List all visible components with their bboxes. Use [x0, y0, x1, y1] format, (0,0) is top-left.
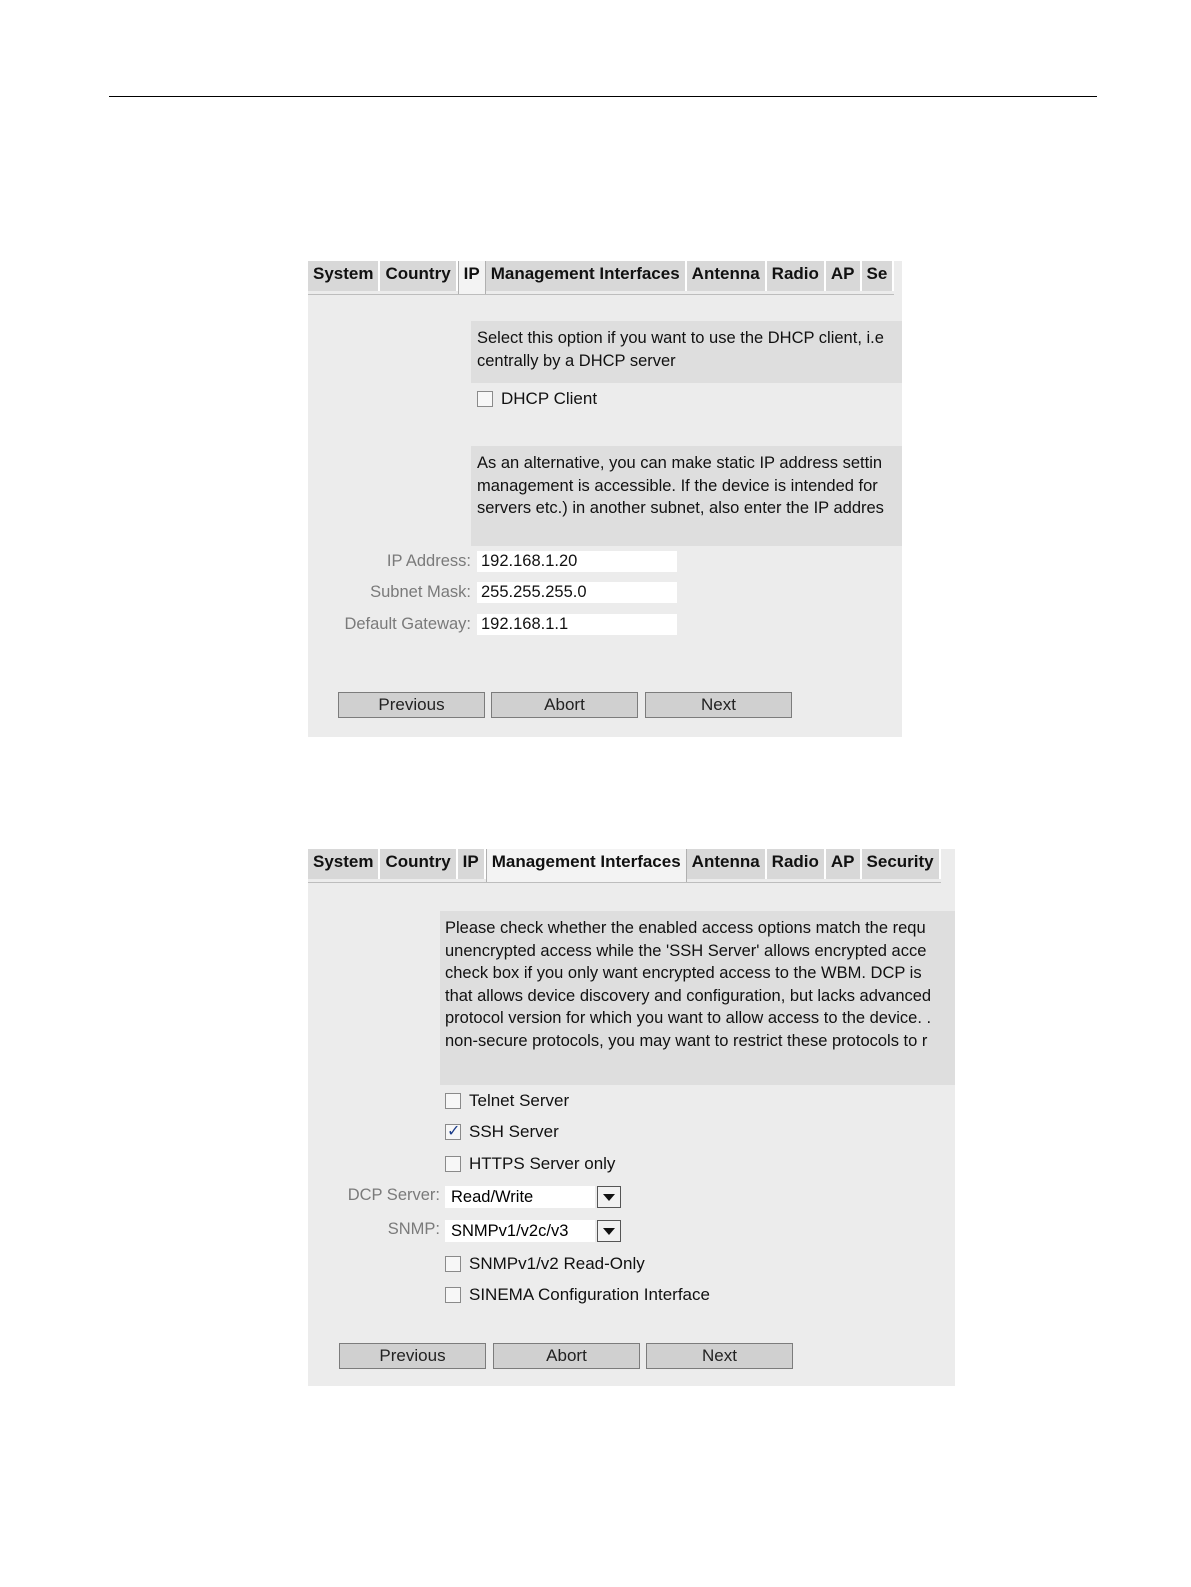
telnet-server-option[interactable] — [445, 1091, 569, 1111]
chevron-down-icon[interactable] — [597, 1220, 621, 1242]
info-line: As an alternative, you can make static IP address settin — [477, 454, 883, 472]
next-button[interactable]: Next — [645, 692, 792, 718]
snmp-read-only-label: SNMPv1/v2 Read-Only — [469, 1254, 645, 1273]
previous-button[interactable]: Previous — [339, 1343, 486, 1369]
info-line: unencrypted access while the 'SSH Server' allows encrypted acce — [445, 941, 927, 960]
tab-system[interactable]: System — [308, 849, 380, 879]
telnet-server-checkbox[interactable] — [445, 1093, 461, 1109]
page-header-rule — [109, 96, 1097, 97]
info-line: non-secure protocols, you may want to restrict these protocols to r — [445, 1031, 928, 1050]
https-server-only-option[interactable] — [445, 1154, 615, 1174]
sinema-config-option[interactable] — [445, 1285, 710, 1305]
tab-ip[interactable]: IP — [458, 261, 486, 294]
management-interfaces-screenshot — [308, 849, 955, 1386]
static-ip-info-text — [471, 446, 902, 546]
tab-security[interactable]: Se — [862, 261, 895, 291]
dcp-server-label: DCP Server: — [347, 1186, 440, 1204]
tab-antenna[interactable]: Antenna — [687, 261, 767, 291]
snmp-value: SNMPv1/v2c/v3 — [445, 1220, 595, 1242]
tab-ip[interactable]: IP — [458, 849, 486, 879]
ssh-server-option[interactable] — [445, 1122, 559, 1142]
dcp-server-select[interactable] — [445, 1185, 621, 1209]
info-line: protocol version for which you want to allow access to the device. . — [445, 1009, 932, 1028]
info-line: management is accessible. If the device is intended for — [477, 476, 878, 495]
tab-ap[interactable]: AP — [826, 849, 862, 879]
snmp-read-only-checkbox[interactable] — [445, 1256, 461, 1272]
ip-settings-screenshot — [308, 261, 902, 737]
tab-management-interfaces[interactable]: Management Interfaces — [486, 261, 687, 291]
ip-address-label: IP Address: — [386, 552, 471, 570]
next-button[interactable]: Next — [646, 1343, 793, 1369]
info-line: servers etc.) in another subnet, also enter the IP addres — [477, 499, 884, 518]
ssh-server-label: SSH Server — [469, 1122, 559, 1141]
abort-button[interactable]: Abort — [493, 1343, 640, 1369]
tab-management-interfaces[interactable]: Management Interfaces — [486, 849, 687, 882]
chevron-down-icon[interactable] — [597, 1186, 621, 1208]
tab-system[interactable]: System — [308, 261, 380, 291]
tab-bar — [308, 261, 894, 295]
info-line: that allows device discovery and configuration, but lacks advanced — [445, 986, 932, 1005]
tab-country[interactable]: Country — [380, 849, 457, 879]
sinema-config-checkbox[interactable] — [445, 1287, 461, 1303]
snmp-label: SNMP: — [387, 1220, 440, 1238]
default-gateway-input[interactable]: 192.168.1.1 — [477, 614, 677, 635]
snmp-read-only-option[interactable] — [445, 1254, 645, 1274]
subnet-mask-label: Subnet Mask: — [370, 583, 471, 601]
tab-bar — [308, 849, 941, 883]
https-server-only-checkbox[interactable] — [445, 1156, 461, 1172]
telnet-server-label: Telnet Server — [469, 1091, 570, 1110]
dhcp-client-option[interactable] — [477, 389, 597, 409]
tab-radio[interactable]: Radio — [767, 849, 826, 879]
ip-address-input[interactable]: 192.168.1.20 — [477, 551, 677, 572]
info-line: Select this option if you want to use the DHCP client, i.e — [477, 329, 884, 347]
info-line: centrally by a DHCP server — [477, 351, 676, 370]
management-info-text — [440, 911, 955, 1085]
default-gateway-label: Default Gateway: — [344, 615, 471, 633]
tab-ap[interactable]: AP — [826, 261, 862, 291]
https-server-only-label: HTTPS Server only — [469, 1154, 616, 1173]
dhcp-client-label: DHCP Client — [501, 389, 598, 408]
dhcp-info-text — [471, 321, 902, 383]
abort-button[interactable]: Abort — [491, 692, 638, 718]
tab-security[interactable]: Security — [862, 849, 941, 879]
dcp-server-value: Read/Write — [445, 1186, 595, 1208]
ssh-server-checkbox[interactable] — [445, 1124, 461, 1140]
snmp-select[interactable] — [445, 1219, 621, 1243]
tab-radio[interactable]: Radio — [767, 261, 826, 291]
previous-button[interactable]: Previous — [338, 692, 485, 718]
info-line: Please check whether the enabled access options match the requ — [445, 919, 926, 937]
subnet-mask-input[interactable]: 255.255.255.0 — [477, 582, 677, 603]
tab-country[interactable]: Country — [380, 261, 457, 291]
sinema-config-label: SINEMA Configuration Interface — [469, 1285, 710, 1304]
info-line: check box if you only want encrypted access to the WBM. DCP is — [445, 964, 922, 983]
dhcp-client-checkbox[interactable] — [477, 391, 493, 407]
tab-antenna[interactable]: Antenna — [687, 849, 767, 879]
